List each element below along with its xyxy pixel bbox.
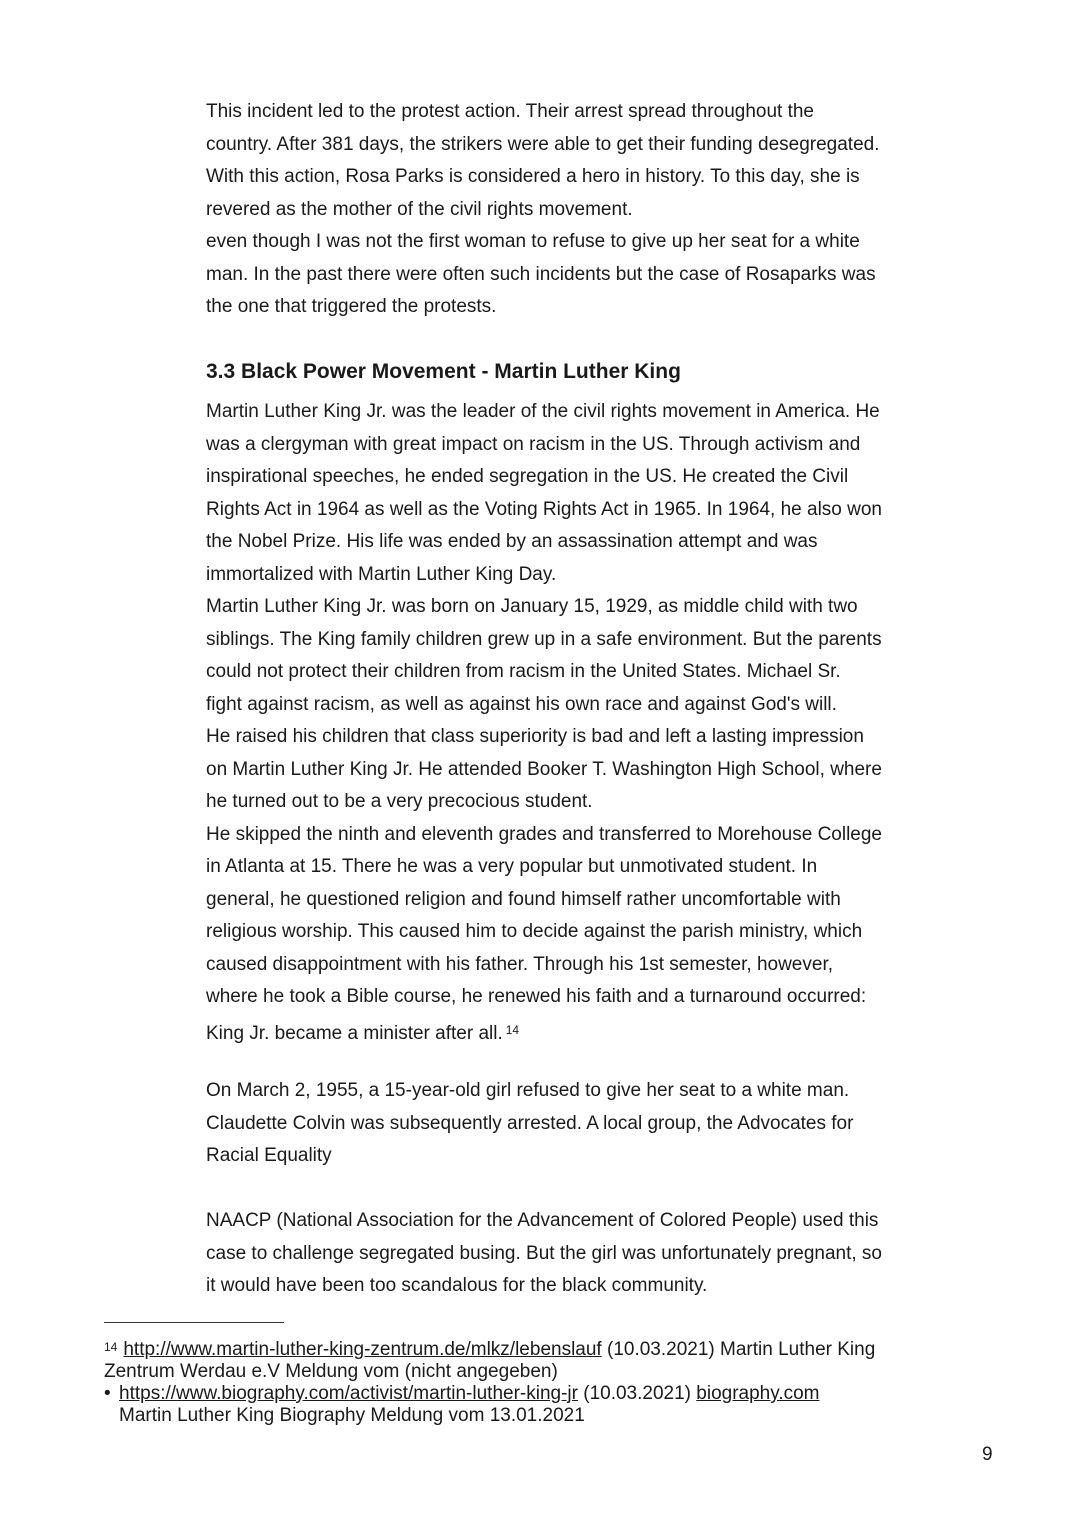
footnote-reference[interactable]: 14 (505, 1022, 520, 1037)
text-line: the Nobel Prize. His life was ended by an assassination attempt and was (206, 531, 818, 552)
paragraph-naacp (206, 1205, 946, 1303)
footnote-text: (10.03.2021) (577, 1383, 697, 1404)
page-number: 9 (982, 1444, 993, 1465)
text-line: revered as the mother of the civil rights movement. (206, 198, 633, 220)
text-line: siblings. The King family children grew up in a safe environment. But the parents (206, 628, 882, 650)
footnote-link-biography[interactable]: https://www.biography.com/activist/martin-luther-king-jr (119, 1383, 578, 1404)
text-line: He skipped the ninth and eleventh grades and transferred to Morehouse College (206, 823, 882, 845)
text-line: where he took a Bible course, he renewed his faith and a turnaround occurred: (206, 986, 867, 1007)
bullet-icon: • (104, 1383, 111, 1404)
text-line: He raised his children that class superiority is bad and left a lasting impression (206, 726, 864, 747)
text-line: NAACP (National Association for the Advancement of Colored People) used this (206, 1210, 879, 1231)
text-line: Rights Act in 1964 as well as the Voting Rights Act in 1965. In 1964, he also won (206, 498, 882, 520)
text-line: even though I was not the first woman to refuse to give up her seat for a white (206, 231, 860, 252)
text-line: he turned out to be a very precocious student. (206, 791, 593, 812)
paragraph-rosa-parks (206, 96, 946, 324)
footnote-number: 14 (104, 1340, 118, 1354)
text-line: Racial Equality (206, 1145, 332, 1166)
text-line: fight against racism, as well as against his own race and against God's will. (206, 693, 837, 715)
text-line: religious worship. This caused him to decide against the parish ministry, which (206, 921, 863, 942)
text-line: With this action, Rosa Parks is considered a hero in history. To this day, she is (206, 166, 860, 187)
text-line: was a clergyman with great impact on racism in the US. Through activism and (206, 433, 861, 455)
footnote-line (104, 1336, 944, 1361)
section-heading: 3.3 Black Power Movement - Martin Luther King (206, 360, 681, 383)
text-line: Claudette Colvin was subsequently arrested. A local group, the Advocates for (206, 1112, 854, 1134)
footnote-text: (10.03.2021) Martin Luther King (601, 1339, 876, 1360)
text-line: case to challenge segregated busing. But the girl was unfortunately pregnant, so (206, 1242, 882, 1264)
footnote-line: Zentrum Werdau e.V Meldung vom (nicht angegeben) (104, 1361, 558, 1382)
paragraph-claudette-colvin (206, 1075, 946, 1173)
text-line: Martin Luther King Jr. was born on January 15, 1929, as middle child with two (206, 596, 858, 617)
text-line: inspirational speeches, he ended segregation in the US. He created the Civil (206, 466, 849, 487)
text-line: man. In the past there were often such incidents but the case of Rosaparks was (206, 263, 876, 285)
text-line: it would have been too scandalous for the black community. (206, 1275, 708, 1296)
text-line: immortalized with Martin Luther King Day. (206, 563, 557, 585)
text-line: general, he questioned religion and found himself rather uncomfortable with (206, 888, 841, 910)
footnote-line: Martin Luther King Biography Meldung vom 13.01.2021 (119, 1405, 585, 1426)
text-line: On March 2, 1955, a 15-year-old girl refused to give her seat to a white man. (206, 1080, 850, 1101)
text-line: in Atlanta at 15. There he was a very popular but unmotivated student. In (206, 856, 818, 877)
text-line: caused disappointment with his father. Through his 1st semester, however, (206, 953, 833, 975)
text-line: on Martin Luther King Jr. He attended Booker T. Washington High School, where (206, 758, 882, 780)
text-line: could not protect their children from racism in the United States. Michael Sr. (206, 661, 841, 682)
footnote-link-biography-domain[interactable]: biography.com (696, 1383, 820, 1404)
text-line: Martin Luther King Jr. was the leader of the civil rights movement in America. He (206, 401, 880, 422)
footnote-link-mlk-zentrum[interactable]: http://www.martin-luther-king-zentrum.de/mlkz/lebenslauf (123, 1339, 602, 1360)
text-line-content: King Jr. became a minister after all. (206, 1022, 503, 1044)
text-line: country. After 381 days, the strikers were able to get their funding desegregated. (206, 133, 880, 155)
text-line: the one that triggered the protests. (206, 296, 497, 317)
footnotes (104, 1336, 944, 1427)
footnote-line (104, 1383, 944, 1405)
text-line: This incident led to the protest action. Their arrest spread throughout the (206, 101, 814, 122)
footnote-divider (104, 1322, 284, 1323)
paragraph-mlk (206, 396, 946, 1050)
text-line (206, 1014, 946, 1051)
